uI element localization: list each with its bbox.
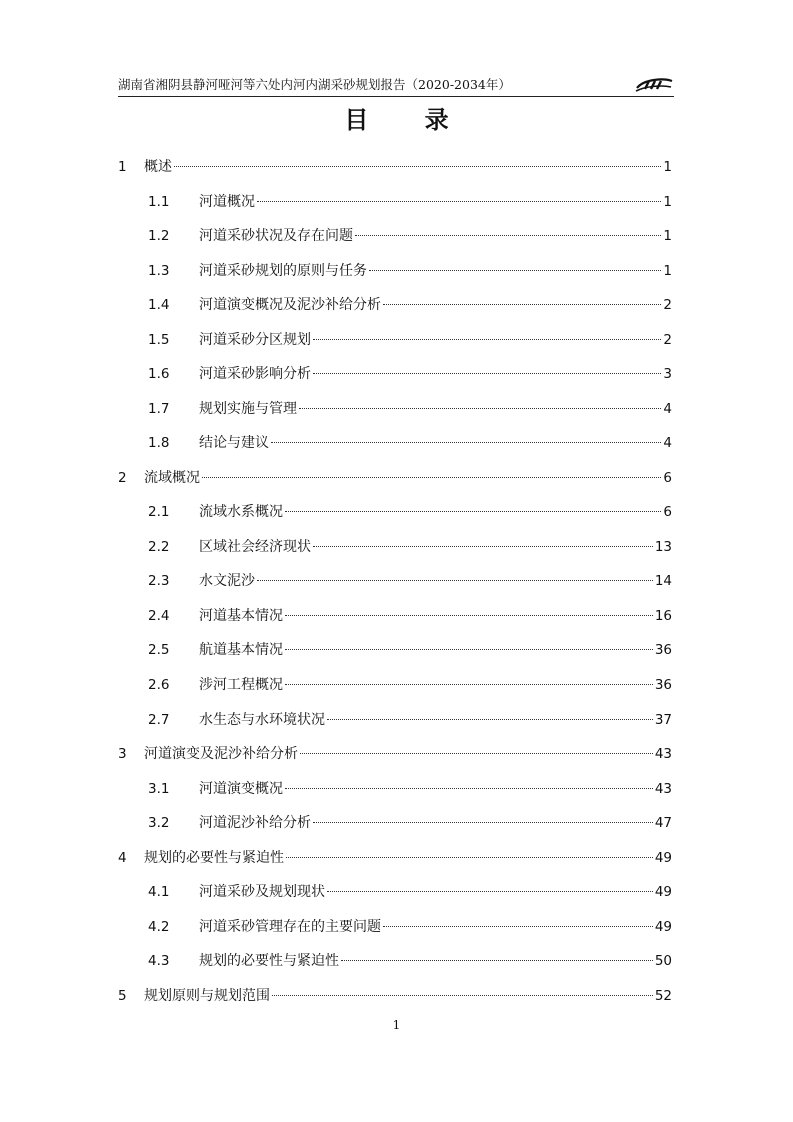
toc-entry[interactable] xyxy=(118,219,672,254)
toc-page-number: 36 xyxy=(654,642,672,659)
toc-page-number: 47 xyxy=(654,815,672,832)
toc-section-number: 2.3 xyxy=(148,573,170,590)
toc-section-title: 规划原则与规划范围 xyxy=(144,987,270,1004)
toc-dot-leader xyxy=(174,166,661,167)
toc-page-number: 14 xyxy=(654,573,672,590)
toc-section-number: 1.1 xyxy=(148,193,170,210)
toc-dot-leader xyxy=(285,649,653,650)
toc-page-number: 4 xyxy=(663,435,672,452)
toc-entry[interactable] xyxy=(118,357,672,392)
toc-section-number: 2.6 xyxy=(148,676,170,693)
toc-section-title: 河道演变及泥沙补给分析 xyxy=(144,746,298,763)
header-title: 湖南省湘阴县静河哑河等六处内河内湖采砂规划报告（2020-2034年） xyxy=(118,77,511,92)
toc-dot-leader xyxy=(272,995,653,996)
toc-section-title: 航道基本情况 xyxy=(199,642,283,659)
document-title: 目 录 xyxy=(344,105,473,134)
toc-dot-leader xyxy=(299,408,661,409)
toc-section-number: 4.2 xyxy=(148,918,170,935)
toc-page-number: 1 xyxy=(663,228,672,245)
toc-section-title: 规划的必要性与紧迫性 xyxy=(199,953,339,970)
toc-entry[interactable] xyxy=(118,150,672,185)
toc-entry[interactable] xyxy=(118,806,672,841)
toc-section-title: 涉河工程概况 xyxy=(199,676,283,693)
toc-page-number: 43 xyxy=(654,746,672,763)
toc-dot-leader xyxy=(383,926,653,927)
toc-section-number: 1.8 xyxy=(148,435,170,452)
toc-section-number: 2.4 xyxy=(148,607,170,624)
toc-section-title: 河道采砂状况及存在问题 xyxy=(199,228,353,245)
toc-page-number: 1 xyxy=(663,159,672,175)
toc-dot-leader xyxy=(313,546,653,547)
toc-page-number: 43 xyxy=(654,780,672,797)
toc-entry[interactable] xyxy=(118,668,672,703)
toc-section-title: 河道演变概况 xyxy=(199,780,283,797)
toc-dot-leader xyxy=(257,580,653,581)
toc-page-number: 49 xyxy=(654,849,672,866)
toc-dot-leader xyxy=(327,719,653,720)
toc-dot-leader xyxy=(202,477,661,478)
toc-dot-leader xyxy=(369,270,661,271)
toc-entry[interactable] xyxy=(118,979,672,1014)
toc-section-title: 河道概况 xyxy=(199,193,255,210)
toc-entry[interactable] xyxy=(118,772,672,807)
toc-entry[interactable] xyxy=(118,599,672,634)
toc-section-number: 1.4 xyxy=(148,297,170,314)
toc-section-number: 1.6 xyxy=(148,366,170,383)
toc-dot-leader xyxy=(313,373,661,374)
toc-section-title: 流域概况 xyxy=(144,469,200,486)
toc-dot-leader xyxy=(285,511,661,512)
toc-entry[interactable] xyxy=(118,564,672,599)
toc-entry[interactable] xyxy=(118,323,672,358)
toc-section-title: 河道基本情况 xyxy=(199,607,283,624)
toc-section-number: 4.3 xyxy=(148,953,170,970)
toc-section-number: 2.5 xyxy=(148,642,170,659)
page-number: 1 xyxy=(392,1018,401,1032)
toc-page-number: 6 xyxy=(663,504,672,521)
toc-section-number: 4.1 xyxy=(148,884,170,901)
toc-page-number: 2 xyxy=(663,331,672,348)
toc-section-number: 1.5 xyxy=(148,331,170,348)
toc-page-number: 3 xyxy=(663,366,672,383)
toc-dot-leader xyxy=(313,822,653,823)
company-logo-icon xyxy=(634,78,674,92)
toc-dot-leader xyxy=(355,235,661,236)
toc-section-title: 结论与建议 xyxy=(199,435,269,452)
toc-section-title: 规划的必要性与紧迫性 xyxy=(144,849,284,866)
toc-section-number: 2 xyxy=(118,469,127,486)
toc-section-title: 河道采砂及规划现状 xyxy=(199,884,325,901)
toc-section-number: 1.3 xyxy=(148,262,170,279)
toc-entry[interactable] xyxy=(118,910,672,945)
toc-page-number: 6 xyxy=(663,469,672,486)
toc-section-number: 2.2 xyxy=(148,538,170,555)
toc-entry[interactable] xyxy=(118,944,672,979)
toc-dot-leader xyxy=(313,339,661,340)
toc-section-title: 河道采砂管理存在的主要问题 xyxy=(199,918,381,935)
toc-section-number: 1.2 xyxy=(148,228,170,245)
toc-page-number: 16 xyxy=(654,607,672,624)
toc-dot-leader xyxy=(327,891,653,892)
toc-page-number: 50 xyxy=(654,953,672,970)
toc-dot-leader xyxy=(285,788,653,789)
toc-page-number: 2 xyxy=(663,297,672,314)
toc-page-number: 1 xyxy=(663,262,672,279)
toc-section-number: 3 xyxy=(118,746,127,763)
toc-section-title: 河道采砂规划的原则与任务 xyxy=(199,262,367,279)
toc-entry[interactable] xyxy=(118,633,672,668)
toc-entry[interactable] xyxy=(118,288,672,323)
toc-section-number: 4 xyxy=(118,849,127,866)
toc-dot-leader xyxy=(286,857,653,858)
toc-page-number: 49 xyxy=(654,918,672,935)
toc-section-title: 规划实施与管理 xyxy=(199,400,297,417)
toc-dot-leader xyxy=(285,684,653,685)
toc-page-number: 13 xyxy=(654,538,672,555)
toc-section-number: 2.7 xyxy=(148,711,170,728)
toc-entry[interactable] xyxy=(118,841,672,876)
toc-section-number: 2.1 xyxy=(148,504,170,521)
toc-section-number: 3.1 xyxy=(148,780,170,797)
toc-entry[interactable] xyxy=(118,737,672,772)
toc-section-title: 区域社会经济现状 xyxy=(199,538,311,555)
toc-dot-leader xyxy=(341,960,653,961)
toc-section-number: 5 xyxy=(118,987,127,1004)
toc-dot-leader xyxy=(285,615,653,616)
toc-dot-leader xyxy=(300,753,653,754)
toc-page-number: 4 xyxy=(663,400,672,417)
toc-entry[interactable] xyxy=(118,185,672,220)
toc-dot-leader xyxy=(271,442,661,443)
page-header xyxy=(118,74,674,97)
toc-entry[interactable] xyxy=(118,461,672,496)
toc-entry[interactable] xyxy=(118,495,672,530)
toc-section-title: 水文泥沙 xyxy=(199,573,255,590)
toc-section-title: 河道演变概况及泥沙补给分析 xyxy=(199,297,381,314)
toc-entry[interactable] xyxy=(118,875,672,910)
toc-entry[interactable] xyxy=(118,703,672,738)
toc-entry[interactable] xyxy=(118,530,672,565)
toc-entry[interactable] xyxy=(118,392,672,427)
toc-page-number: 1 xyxy=(663,193,672,210)
toc-entry[interactable] xyxy=(118,426,672,461)
toc-section-title: 概述 xyxy=(144,159,172,175)
toc-dot-leader xyxy=(257,201,661,202)
toc-page-number: 52 xyxy=(654,987,672,1004)
toc-section-number: 3.2 xyxy=(148,815,170,832)
toc-dot-leader xyxy=(383,304,661,305)
toc-entry[interactable] xyxy=(118,254,672,289)
toc-section-title: 河道采砂分区规划 xyxy=(199,331,311,348)
toc-section-title: 河道泥沙补给分析 xyxy=(199,815,311,832)
toc-page-number: 37 xyxy=(654,711,672,728)
table-of-contents xyxy=(118,150,672,1013)
toc-page-number: 49 xyxy=(654,884,672,901)
toc-section-title: 流域水系概况 xyxy=(199,504,283,521)
toc-section-title: 河道采砂影响分析 xyxy=(199,366,311,383)
toc-section-number: 1 xyxy=(118,159,127,175)
toc-page-number: 36 xyxy=(654,676,672,693)
toc-section-title: 水生态与水环境状况 xyxy=(199,711,325,728)
toc-section-number: 1.7 xyxy=(148,400,170,417)
